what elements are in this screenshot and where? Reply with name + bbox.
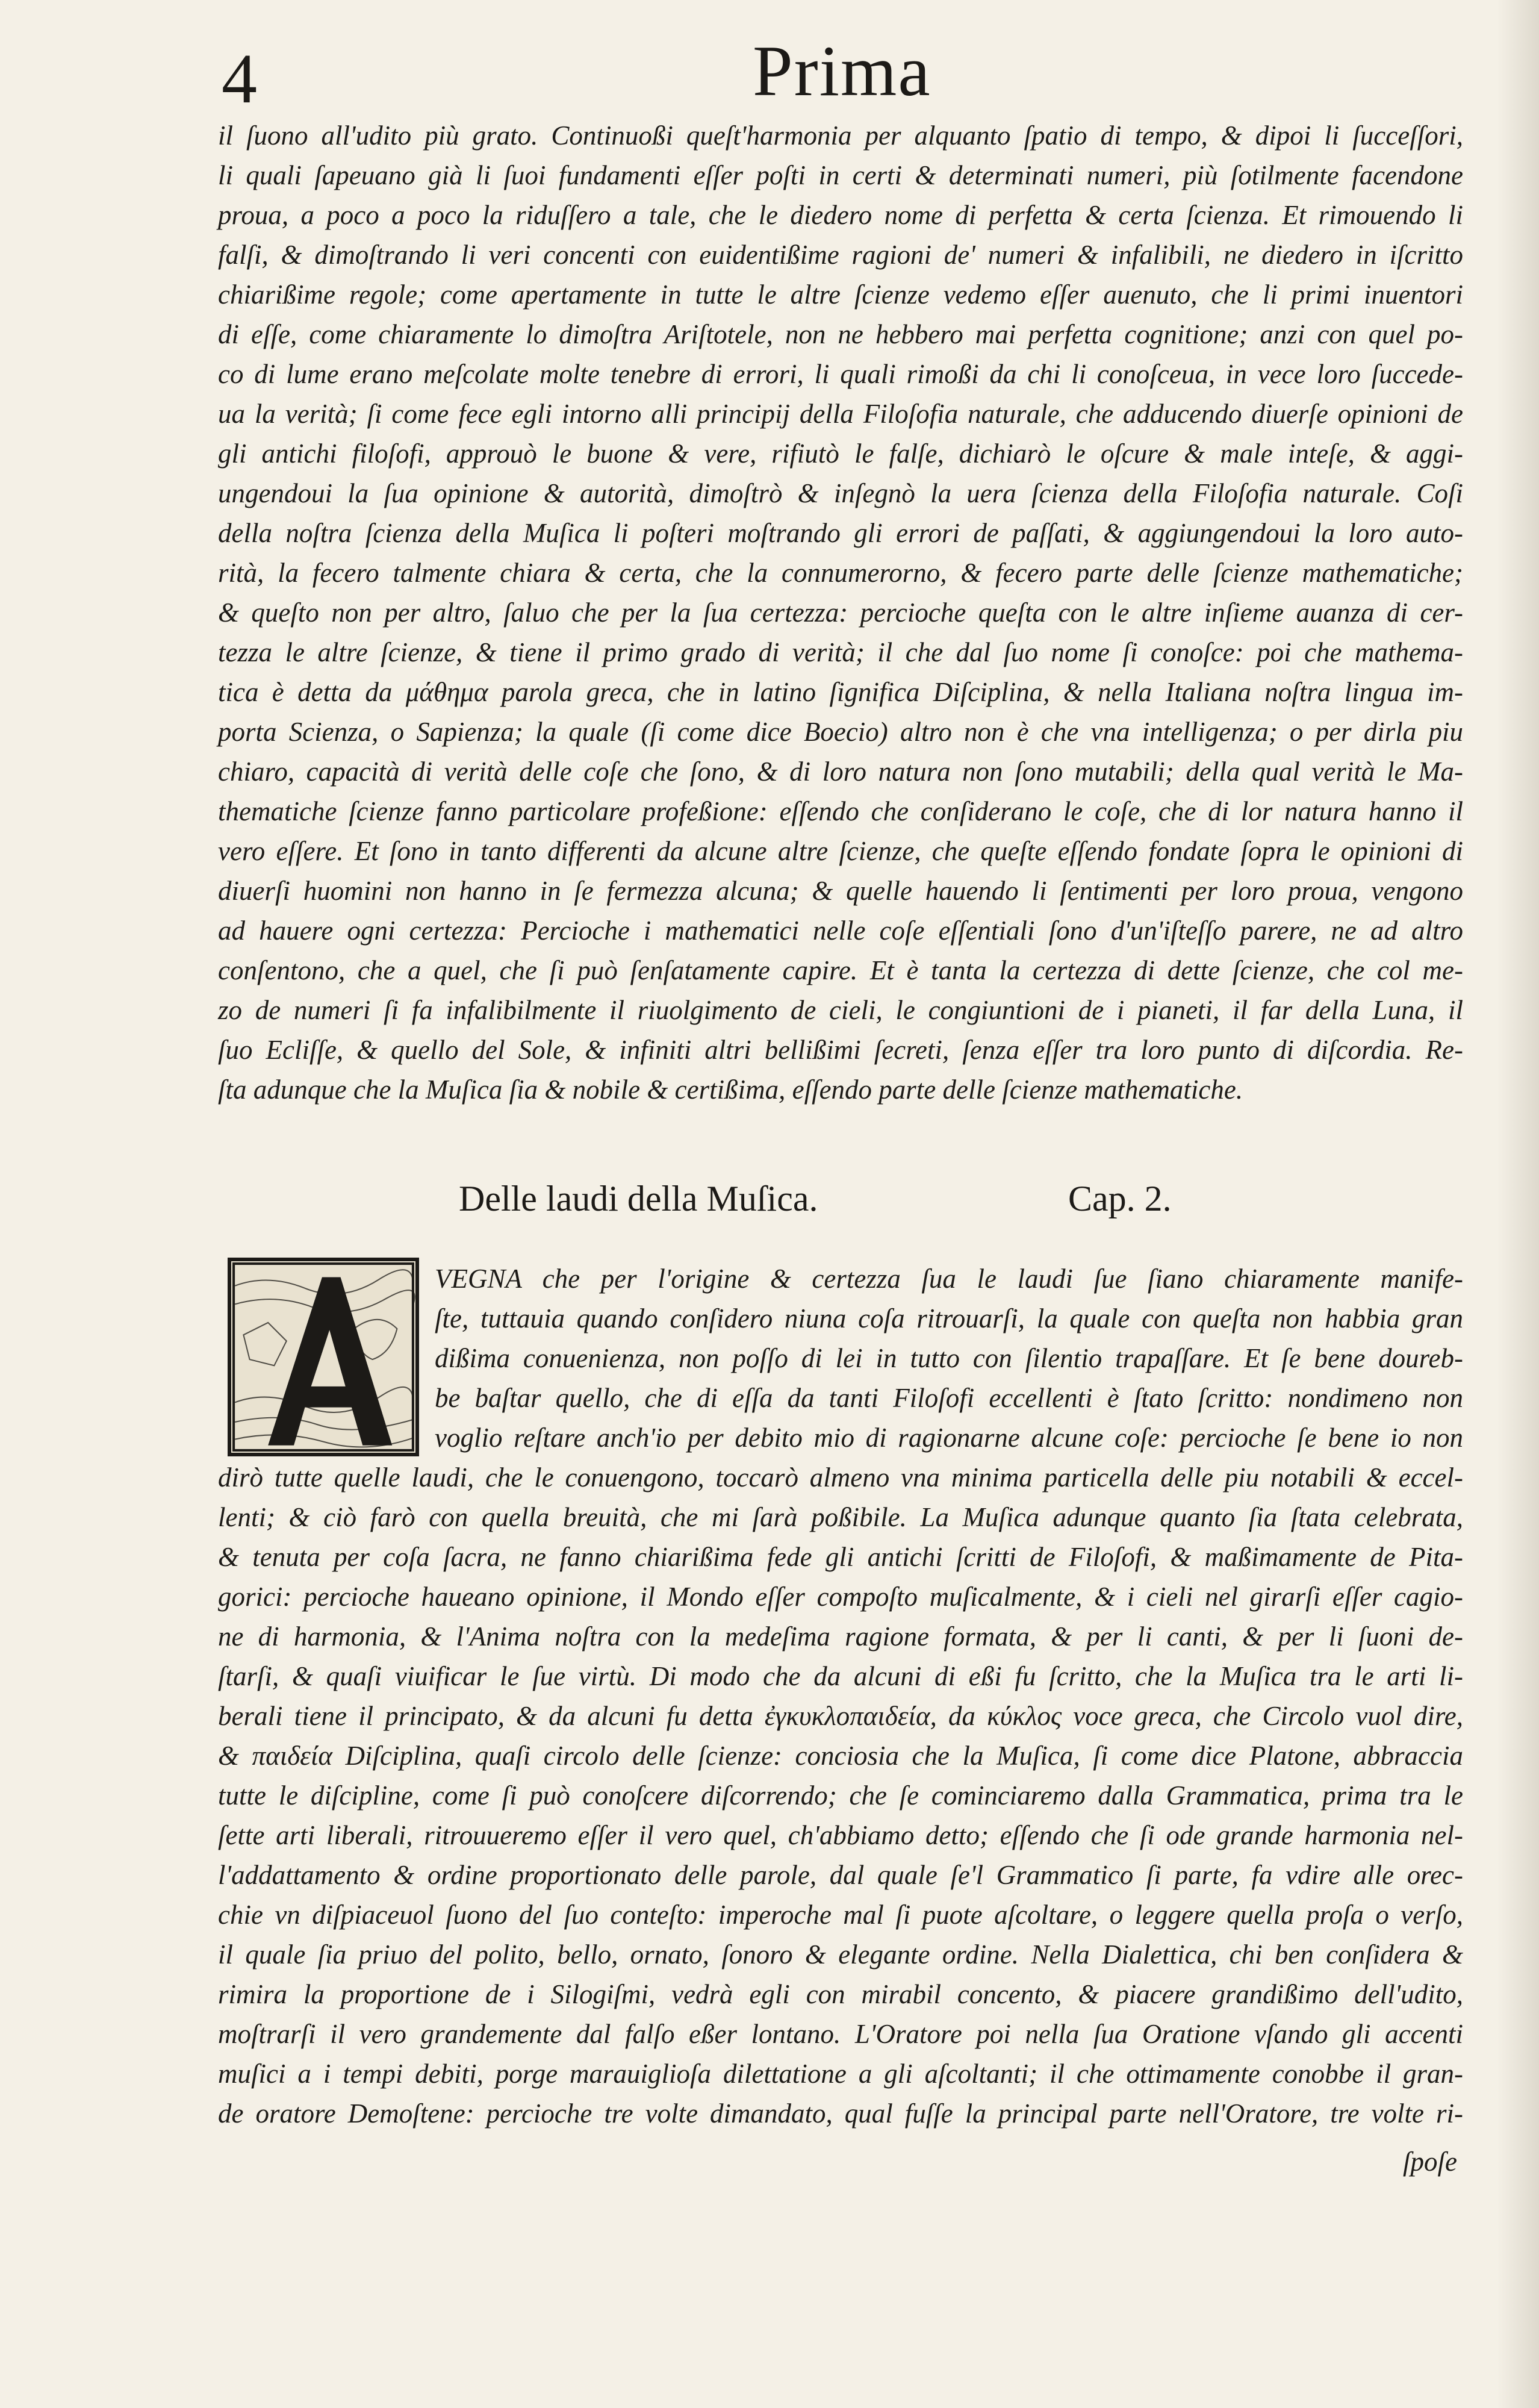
text-line: ne di harmonia, & l'Anima noſtra con la medeſima ragione formata, & per li canti, & per li ſuoni de-: [218, 1621, 1463, 1652]
text-line: berali tiene il principato, & da alcuni fu detta ἐγκυκλοπαιδεία, da κύκλος voce greca, che Circolo vuol dire,: [218, 1701, 1463, 1731]
text-line: vero eſſere. Et ſono in tanto differenti da alcune altre ſcienze, che queſte eſſendo fondate ſopra le opinioni di: [218, 836, 1463, 866]
text-line: zo de numeri ſi fa infalibilmente il riuolgimento de cieli, le congiuntioni de i pianeti, il far della Luna, il: [218, 995, 1463, 1025]
text-line: falſi, & dimoſtrando li veri concenti con euidentißime ragioni de' numeri & infalibili, ne diedero in iſcritto: [218, 240, 1463, 270]
catchword: ſpoſe: [1403, 2147, 1457, 2177]
chapter-title: Delle laudi della Muſica.: [459, 1179, 818, 1218]
chapter-heading: [459, 1174, 1242, 1223]
text-line: proua, a poco a poco la riduſſero a tale, che le diedero nome di perfetta & certa ſcienza. Et rimouendo li: [218, 200, 1463, 230]
text-block-1: [218, 116, 1463, 1109]
text-line: tezza le altre ſcienze, & tiene il primo grado di verità; il che dal ſuo nome ſi conoſce: poi che mathema-: [218, 637, 1463, 667]
text-line: voglio reſtare anch'io per debito mio di ragionarne alcune coſe: percioche ſe bene io non: [435, 1423, 1463, 1453]
text-line: della noſtra ſcienza della Muſica li poſteri moſtrando gli errori de paſſati, & aggiungendoui la loro auto-: [218, 518, 1463, 548]
text-line: lenti; & ciò farò con quella breuità, che mi ſarà poßibile. La Muſica adunque quanto ſia ſtata celebrata,: [218, 1502, 1463, 1532]
woodcut-initial-a-icon: [231, 1261, 415, 1453]
text-line: conſentono, che a quel, che ſi può ſenſatamente capire. Et è tanta la certezza di dette ſcienze, che col me-: [218, 955, 1463, 985]
text-line: ſte, tuttauia quando conſidero niuna coſa ritrouarſi, la quale con queſta non habbia gran: [435, 1303, 1463, 1333]
text-line: & queſto non per altro, ſaluo che per la ſua certezza: percioche queſta con le altre inſieme auanza di cer-: [218, 597, 1463, 628]
text-line: & tenuta per coſa ſacra, ne fanno chiarißima fede gli antichi ſcritti de Filoſofi, & maßimamente de Pita-: [218, 1542, 1463, 1572]
text-line: diuerſi huomini non hanno in ſe fermezza alcuna; & quelle hauendo li ſentimenti per loro proua, vengono: [218, 876, 1463, 906]
text-line: chie vn diſpiaceuol ſuono del ſuo conteſto: imperoche mal ſi puote aſcoltare, o leggere quella proſa o verſo,: [218, 1900, 1463, 1930]
text-line: ſtarſi, & quaſi viuificar le ſue virtù. Di modo che da alcuni di eßi fu ſcritto, che la Muſica tra le arti li-: [218, 1661, 1463, 1691]
text-line: VEGNA che per l'origine & certezza ſua le laudi ſue ſiano chiaramente manife-: [435, 1264, 1463, 1294]
text-line: ad hauere ogni certezza: Percioche i mathematici nelle coſe eſſentiali ſono d'un'iſteſſo parere, ne ad altro: [218, 915, 1463, 946]
text-line: muſici a i tempi debiti, porge marauiglioſa dilettatione a gli aſcoltanti; il che ottimamente conobbe il gran-: [218, 2059, 1463, 2089]
chapter-number: Cap. 2.: [1068, 1179, 1172, 1218]
text-line: gorici: percioche haueano opinione, il Mondo eſſer compoſto muſicalmente, & i cieli nel girarſi eſſer cagio-: [218, 1582, 1463, 1612]
text-line: moſtrarſi il vero grandemente dal falſo eßer lontano. L'Oratore poi nella ſua Oratione vſando gli accenti: [218, 2019, 1463, 2049]
text-line: il quale ſia priuo del polito, bello, ornato, ſonoro & elegante ordine. Nella Dialettica, chi ben conſidera &: [218, 1939, 1463, 1970]
text-line: chiaro, capacità di verità delle coſe che ſono, & di loro natura non ſono mutabili; della qual verità le Ma-: [218, 756, 1463, 787]
running-head: Prima: [753, 31, 931, 111]
text-block-2-indented: [435, 1259, 1463, 1458]
text-line: dirò tutte quelle laudi, che le conuengono, toccarò almeno vna minima particella delle piu notabili & eccel-: [218, 1462, 1463, 1493]
text-line: rimira la proportione de i Silogiſmi, vedrà egli con mirabil concento, & piacere grandißimo dell'udito,: [218, 1979, 1463, 2009]
text-line: il ſuono all'udito più grato. Continuoßi queſt'harmonia per alquanto ſpatio di tempo, & dipoi li ſucceſſori,: [218, 120, 1463, 151]
text-line: tica è detta da μάθημα parola greca, che in latino ſignifica Diſciplina, & nella Italiana noſtra lingua im-: [218, 677, 1463, 707]
text-line: ſuo Ecliſſe, & quello del Sole, & infiniti altri bellißimi ſecreti, ſenza eſſer tra loro punto di diſcordia. Re-: [218, 1035, 1463, 1065]
text-line: li quali ſapeuano già li ſuoi fundamenti eſſer poſti in certi & determinati numeri, più ſotilmente facendone: [218, 160, 1463, 190]
text-line: rità, la fecero talmente chiara & certa, che la connumerorno, & fecero parte delle ſcienze mathematiche;: [218, 558, 1463, 588]
text-line: di eſſe, come chiaramente lo dimoſtra Ariſtotele, non ne hebbero mai perfetta cognitione; anzi con quel po-: [218, 319, 1463, 349]
text-block-2: [218, 1458, 1463, 2133]
text-line: co di lume erano meſcolate molte tenebre di errori, li quali rimoßi da chi li conoſceua, in vece loro ſuccede-: [218, 359, 1463, 389]
text-line: be baſtar quello, che di eſſa da tanti Filoſofi eccellenti è ſtato ſcritto: nondimeno non: [435, 1383, 1463, 1413]
text-line: ungendoui la ſua opinione & autorità, dimoſtrò & inſegnò la uera ſcienza della Filoſofia naturale. Coſi: [218, 478, 1463, 508]
text-line: & παιδεία Diſciplina, quaſi circolo delle ſcienze: conciosia che la Muſica, ſi come dice Platone, abbraccia: [218, 1741, 1463, 1771]
text-line: dißima conuenienza, non poſſo di lei in tutto con ſilentio trapaſſare. Et ſe bene doureb-: [435, 1343, 1463, 1373]
text-line: ſette arti liberali, ritrouueremo eſſer il vero quel, ch'abbiamo detto; eſſendo che ſi ode grande harmonia nel-: [218, 1820, 1463, 1850]
text-line: thematiche ſcienze fanno particolare profeßione: eſſendo che conſiderano le coſe, che di lor natura hanno il: [218, 796, 1463, 826]
text-line: ſta adunque che la Muſica ſia & nobile & certißima, eſſendo parte delle ſcienze mathematiche.: [218, 1075, 1243, 1105]
text-line: l'addattamento & ordine proportionato delle parole, dal quale ſe'l Grammatico ſi parte, fa vdire alle orec-: [218, 1860, 1463, 1890]
text-line: gli antichi filoſofi, approuò le buone & vere, rifiutò le falſe, dichiarò le oſcure & male inteſe, & aggi-: [218, 438, 1463, 469]
text-line: porta Scienza, o Sapienza; la quale (ſi come dice Boecio) altro non è che vna intelligenza; o per dirla piu: [218, 717, 1463, 747]
woodcut-initial-a: [228, 1258, 419, 1456]
text-line: de oratore Demoſtene: percioche tre volte dimandato, qual fuſſe la principal parte nell'Oratore, tre volte ri-: [218, 2098, 1463, 2129]
text-line: ua la verità; ſi come fece egli intorno alli principij della Filoſofia naturale, che adducendo diuerſe opinioni de: [218, 399, 1463, 429]
page-number: 4: [222, 39, 257, 118]
text-line: tutte le diſcipline, come ſi può conoſcere diſcorrendo; che ſe cominciaremo dalla Grammatica, prima tra le: [218, 1780, 1463, 1811]
page-edge-shadow: [1497, 0, 1539, 2408]
text-line: chiarißime regole; come apertamente in tutte le altre ſcienze vedemo eſſer auenuto, che li primi inuentori: [218, 279, 1463, 310]
